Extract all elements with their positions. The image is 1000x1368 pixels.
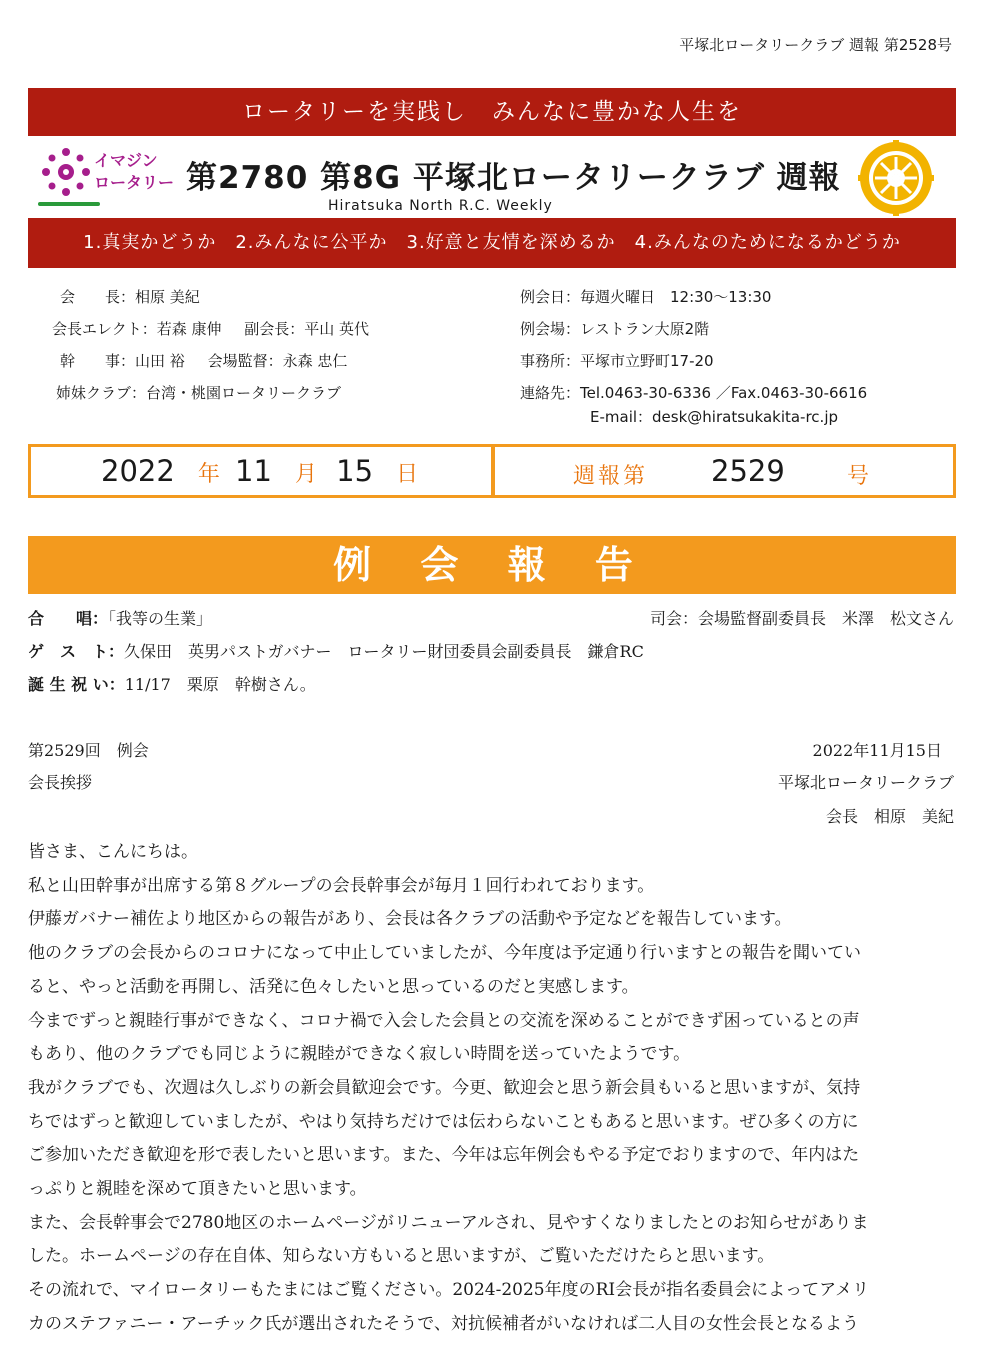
slogan-banner: ロータリーを実践し みんなに豊かな人生を	[28, 88, 956, 136]
elect-label: 会長エレクト：	[52, 320, 157, 338]
body-line: また、会長幹事会で2780地区のホームページがリニューアルされ、見やすくなりましたとのお知らせがありま	[28, 1212, 869, 1233]
secretary-row	[60, 350, 347, 371]
secretary-name: 山田 裕	[135, 352, 185, 370]
speaker-name: 会長 相原 美紀	[825, 807, 954, 826]
meeting-day-label: 例会日：	[520, 288, 581, 306]
guest-label: ゲ ス ト：	[28, 642, 125, 661]
body-line: ご参加いただき歓迎を形で表したいと思います。また、今年は忘年例会もやる予定でおりますので、年内はた	[28, 1145, 860, 1166]
body-line: っぷりと親睦を深めて頂きたいと思います。	[28, 1179, 367, 1200]
date-month-unit: 月	[295, 462, 318, 487]
sister-label: 姉妹クラブ：	[56, 384, 147, 402]
president-label: 会 長：	[60, 288, 136, 306]
guest-name: 久保田 英男パストガバナー ロータリー財団委員会副委員長 鎌倉RC	[124, 642, 644, 661]
contact-row	[520, 382, 867, 403]
date-month: 11	[235, 454, 272, 488]
newsletter-title: 第2780 第8G 平塚北ロータリークラブ 週報	[186, 160, 841, 196]
meeting-date: 2022年11月15日	[812, 741, 942, 760]
contact-label: 連絡先：	[520, 384, 581, 402]
meeting-place-row	[520, 318, 709, 339]
vice-label: 副会長：	[244, 320, 305, 338]
contact-tel-fax: Tel.0463-30-6336 ／Fax.0463-30-6616	[580, 384, 868, 402]
body-line: 私と山田幹事が出席する第８グループの会長幹事会が毎月１回行われております。	[28, 875, 655, 896]
greeting-body	[28, 836, 958, 1342]
meeting-day-row	[520, 286, 771, 307]
body-line: 我がクラブでも、次週は久しぶりの新会員歓迎会です。今更、歓迎会と思う新会員もいると思いますが、気持	[28, 1077, 861, 1098]
sister-club: 台湾・桃園ロータリークラブ	[146, 384, 342, 402]
sister-club-row	[56, 382, 341, 403]
four-way-test-banner: 1.真実かどうか 2.みんなに公平か 3.好意と友情を深めるか 4.みんなのためになるかどうか	[28, 218, 956, 268]
body-line: 皆さま、こんにちは。	[28, 842, 198, 862]
flower-icon	[38, 144, 94, 200]
mc-info: 司会：会場監督副委員長 米澤 松文さん	[649, 609, 954, 628]
chorus-label: 合 唱：	[28, 609, 109, 628]
birthday-label: 誕 生 祝 い：	[28, 675, 125, 694]
body-line: 伊藤ガバナー補佐より地区からの報告があり、会長は各クラブの活動や予定などを報告しています。	[28, 909, 792, 930]
president-name: 相原 美紀	[135, 288, 200, 306]
report-heading: 例 会 報 告	[28, 536, 956, 594]
elect-name: 若森 康伸	[156, 320, 222, 338]
rotary-wheel-icon	[858, 140, 934, 216]
office-row	[520, 350, 714, 371]
body-line: 他のクラブの会長からのコロナになって中止していましたが、今年度は予定通り行いますとの報告を聞いてい	[28, 943, 861, 964]
club-name: 平塚北ロータリークラブ	[777, 773, 954, 792]
logo-underline	[38, 202, 100, 206]
elect-row	[52, 318, 369, 339]
birthday-names: 11/17 栗原 幹樹さん。	[124, 675, 316, 694]
birthday-row	[28, 672, 316, 695]
body-line: した。ホームページの存在自体、知らない方もいると思いますが、ご覧いただけたらと思います。	[28, 1246, 775, 1267]
issue-prefix: 週報第	[573, 464, 649, 489]
contact-email: E-mail：desk@hiratsukakita-rc.jp	[590, 408, 839, 426]
body-line: 今までずっと親睦行事ができなく、コロナ禍で入会した会員との交流を深めることができず困っているとの声	[28, 1010, 860, 1031]
body-line: カのステファニー・アーチック氏が選出されたそうで、対抗候補者がいなければ二人目の女性会長となるよう	[28, 1313, 859, 1334]
body-line: ちではずっと歓迎していましたが、やはり気持ちだけでは伝わらないこともあると思います。ぜひ多くの方に	[28, 1111, 859, 1132]
supervisor-name: 永森 忠仁	[282, 352, 348, 370]
issue-number: 2529	[711, 454, 785, 488]
meeting-day: 毎週火曜日 12:30～13:30	[580, 288, 772, 306]
chorus-row	[28, 606, 212, 629]
newsletter-subtitle: Hiratsuka North R.C. Weekly	[328, 198, 553, 214]
date-box	[28, 444, 494, 498]
issue-header-note: 平塚北ロータリークラブ 週報 第2528号	[679, 36, 952, 54]
meeting-place: レストラン大原2階	[580, 320, 710, 338]
greeting-title: 会長挨拶	[28, 773, 93, 792]
date-year-unit: 年	[197, 462, 220, 487]
supervisor-label: 会場監督：	[207, 352, 283, 370]
president-row	[60, 286, 200, 307]
body-line: ると、やっと活動を再開し、活発に色々したいと思っているのだと実感します。	[28, 976, 639, 997]
chorus-song: 「我等の生業」	[108, 609, 213, 628]
imagine-rotary-logo	[38, 144, 188, 210]
body-line: その流れで、マイロータリーもたまにはご覧ください。2024-2025年度のRI会長が指名委員会によってアメリ	[28, 1280, 870, 1301]
body-line: もあり、他のクラブでも同じように親睦ができなく寂しい時間を送っていたようです。	[28, 1044, 691, 1065]
office-label: 事務所：	[520, 352, 581, 370]
guest-row	[28, 639, 644, 662]
date-year: 2022	[101, 454, 175, 488]
issue-suffix: 号	[847, 464, 870, 489]
logo-text-rotary: ロータリー	[94, 173, 175, 192]
meeting-place-label: 例会場：	[520, 320, 581, 338]
date-day: 15	[336, 454, 374, 488]
vice-name: 平山 英代	[304, 320, 370, 338]
issue-box	[492, 444, 956, 498]
meeting-number: 第2529回 例会	[28, 741, 149, 760]
date-day-unit: 日	[396, 462, 419, 487]
logo-text-imagine: イマジン	[94, 151, 158, 170]
office-address: 平塚市立野町17-20	[580, 352, 714, 370]
secretary-label: 幹 事：	[60, 352, 136, 370]
